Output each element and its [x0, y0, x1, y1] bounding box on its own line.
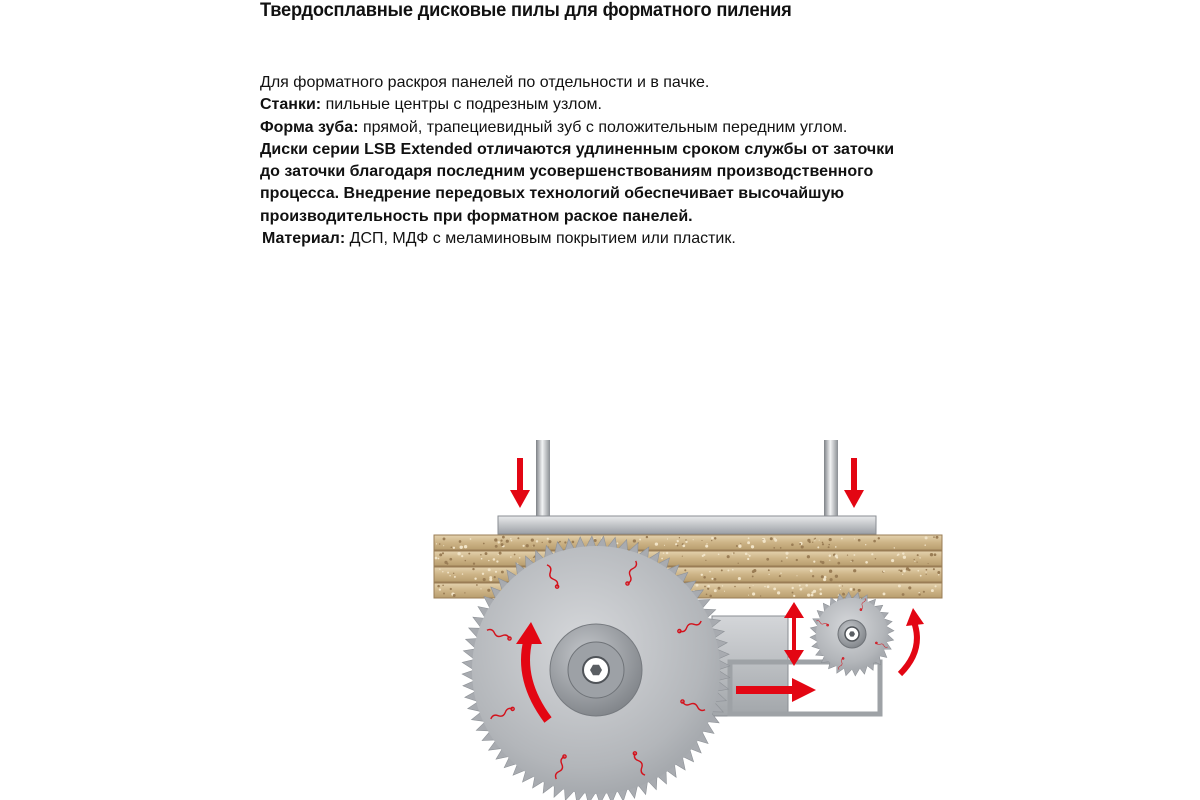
- chip-speckle: [768, 574, 769, 575]
- chip-speckle: [531, 538, 534, 541]
- material-text: ДСП, МДФ с меламиновым покрытием или пластик.: [345, 230, 736, 248]
- arrow-down-right-icon: [844, 458, 864, 508]
- chip-speckle: [679, 537, 680, 538]
- chip-speckle: [858, 589, 861, 592]
- chip-speckle: [718, 554, 720, 556]
- chip-speckle: [494, 576, 496, 578]
- chip-speckle: [706, 594, 708, 596]
- chip-speckle: [703, 554, 705, 556]
- chip-speckle: [480, 554, 482, 556]
- chip-speckle: [819, 592, 822, 595]
- chip-speckle: [749, 587, 751, 589]
- chip-speckle: [705, 545, 708, 548]
- rotation-arrow-small-icon: [900, 622, 917, 674]
- series-line-1: Диски серии LSB Extended отличаются удлиненным сроком службы от заточки: [260, 140, 895, 158]
- chip-speckle: [898, 584, 901, 587]
- chip-speckle: [829, 570, 832, 573]
- chip-speckle: [865, 561, 868, 564]
- chip-speckle: [933, 568, 935, 570]
- chip-speckle: [865, 544, 866, 545]
- chip-speckle: [442, 571, 443, 572]
- chip-speckle: [822, 543, 824, 545]
- chip-speckle: [747, 558, 749, 560]
- chip-speckle: [439, 568, 440, 569]
- chip-speckle: [933, 536, 935, 538]
- chip-speckle: [817, 546, 819, 548]
- chip-speckle: [489, 578, 492, 581]
- chip-speckle: [714, 578, 717, 581]
- chip-speckle: [707, 588, 709, 590]
- chip-speckle: [819, 540, 820, 541]
- chip-speckle: [851, 560, 853, 562]
- chip-speckle: [934, 553, 937, 556]
- chip-speckle: [835, 575, 838, 578]
- chip-speckle: [462, 546, 463, 547]
- chip-speckle: [766, 558, 769, 561]
- chip-speckle: [785, 552, 788, 555]
- chip-speckle: [655, 542, 658, 545]
- panel-board-1: [434, 535, 942, 550]
- chip-speckle: [682, 556, 683, 557]
- chip-speckle: [523, 545, 525, 547]
- chip-speckle: [465, 560, 466, 561]
- chip-speckle: [721, 569, 723, 571]
- chip-speckle: [542, 542, 543, 543]
- chip-speckle: [734, 586, 736, 588]
- machines-line: [260, 94, 960, 116]
- chip-speckle: [714, 537, 716, 539]
- chip-speckle: [753, 585, 754, 586]
- chip-speckle: [928, 563, 929, 564]
- chip-speckle: [498, 554, 499, 555]
- chip-speckle: [822, 542, 824, 544]
- chip-speckle: [564, 541, 566, 543]
- chip-speckle: [480, 588, 481, 589]
- panel-board-2: [434, 551, 942, 566]
- chip-speckle: [481, 558, 483, 560]
- saw-diagram: [400, 430, 960, 800]
- chip-speckle: [701, 574, 703, 576]
- chip-speckle: [436, 543, 437, 544]
- chip-speckle: [796, 575, 797, 576]
- chip-speckle: [840, 589, 841, 590]
- chip-speckle: [536, 540, 538, 542]
- chip-speckle: [594, 538, 595, 539]
- chip-speckle: [435, 557, 438, 560]
- chip-speckle: [736, 545, 738, 547]
- chip-speckle: [854, 538, 855, 539]
- chip-speckle: [823, 578, 826, 581]
- chip-speckle: [898, 569, 900, 571]
- chip-speckle: [482, 573, 484, 575]
- chip-speckle: [493, 558, 496, 561]
- chip-speckle: [799, 585, 801, 587]
- chip-speckle: [805, 584, 808, 587]
- chip-speckle: [453, 573, 454, 574]
- chip-speckle: [718, 587, 721, 590]
- chip-speckle: [711, 578, 713, 580]
- chip-speckle: [926, 574, 927, 575]
- chip-speckle: [442, 585, 444, 587]
- chip-speckle: [751, 545, 754, 548]
- chip-speckle: [711, 537, 714, 540]
- chip-speckle: [661, 558, 663, 560]
- chip-speckle: [914, 559, 915, 560]
- chip-speckle: [796, 559, 798, 561]
- chip-speckle: [900, 570, 902, 572]
- chip-speckle: [809, 541, 811, 543]
- chip-speckle: [918, 592, 919, 593]
- chip-speckle: [703, 576, 706, 579]
- chip-speckle: [704, 586, 706, 588]
- chip-speckle: [439, 588, 441, 590]
- chip-speckle: [459, 540, 462, 543]
- chip-speckle: [495, 571, 497, 573]
- chip-speckle: [792, 592, 794, 594]
- chip-speckle: [894, 547, 895, 548]
- chip-speckle: [807, 555, 810, 558]
- chip-speckle: [685, 541, 687, 543]
- intro-line: Для форматного раскроя панелей по отдельности и в пачке.: [260, 74, 710, 91]
- chip-speckle: [443, 537, 446, 540]
- chip-speckle: [685, 539, 686, 540]
- chip-speckle: [439, 543, 441, 545]
- chip-speckle: [722, 585, 723, 586]
- chip-speckle: [830, 578, 833, 581]
- chip-speckle: [780, 573, 781, 574]
- chip-speckle: [903, 556, 906, 559]
- chip-speckle: [748, 554, 749, 555]
- chip-speckle: [812, 542, 813, 543]
- chip-speckle: [853, 569, 856, 572]
- chip-speckle: [501, 571, 504, 574]
- chip-speckle: [450, 588, 452, 590]
- chip-speckle: [547, 538, 549, 540]
- chip-speckle: [707, 585, 710, 588]
- chip-speckle: [727, 569, 729, 571]
- chip-speckle: [773, 547, 775, 549]
- chip-speckle: [487, 589, 490, 592]
- chip-speckle: [500, 539, 502, 541]
- chip-speckle: [926, 569, 928, 571]
- chip-speckle: [572, 541, 575, 544]
- chip-speckle: [936, 536, 939, 539]
- chip-speckle: [714, 589, 717, 592]
- chip-speckle: [438, 558, 440, 560]
- chip-speckle: [709, 595, 712, 598]
- chip-speckle: [510, 556, 512, 558]
- chip-speckle: [937, 571, 940, 574]
- chip-speckle: [914, 561, 915, 562]
- chip-speckle: [770, 537, 773, 540]
- chip-speckle: [511, 540, 513, 542]
- chip-speckle: [745, 553, 747, 555]
- chip-speckle: [666, 552, 668, 554]
- chip-speckle: [767, 585, 770, 588]
- chip-speckle: [935, 585, 937, 587]
- chip-speckle: [696, 584, 699, 587]
- chip-speckle: [733, 552, 735, 554]
- chip-speckle: [837, 562, 840, 565]
- chip-speckle: [851, 561, 852, 562]
- chip-speckle: [902, 574, 903, 575]
- chip-speckle: [749, 555, 751, 557]
- chip-speckle: [449, 558, 452, 561]
- chip-speckle: [768, 569, 770, 571]
- chip-speckle: [878, 537, 880, 539]
- chip-speckle: [873, 540, 876, 543]
- chip-speckle: [464, 545, 467, 548]
- chip-speckle: [494, 538, 497, 541]
- chip-speckle: [705, 560, 706, 561]
- chip-speckle: [902, 593, 905, 596]
- chip-speckle: [774, 539, 777, 542]
- chip-speckle: [897, 553, 899, 555]
- chip-speckle: [931, 589, 934, 592]
- chip-speckle: [437, 585, 440, 588]
- chip-speckle: [693, 539, 694, 540]
- chip-speckle: [724, 591, 725, 592]
- series-line-3: процесса. Внедрение передовых технологий обеспечивает высочайшую: [260, 185, 844, 203]
- chip-speckle: [738, 563, 739, 564]
- chip-speckle: [677, 540, 679, 542]
- chip-speckle: [747, 541, 750, 544]
- chip-speckle: [483, 578, 486, 581]
- chip-speckle: [811, 591, 813, 593]
- chip-speckle: [510, 538, 512, 540]
- chip-speckle: [883, 570, 885, 572]
- chip-speckle: [727, 555, 730, 558]
- chip-speckle: [474, 577, 476, 579]
- tooth-text: прямой, трапециевидный зуб с положительным передним углом.: [358, 118, 848, 136]
- chip-speckle: [454, 576, 456, 578]
- chip-speckle: [451, 547, 453, 549]
- chip-speckle: [533, 544, 535, 546]
- chip-speckle: [800, 588, 803, 591]
- chip-speckle: [732, 553, 733, 554]
- chip-speckle: [752, 575, 754, 577]
- chip-speckle: [814, 539, 815, 540]
- chip-speckle: [807, 593, 810, 596]
- chip-speckle: [814, 540, 815, 541]
- chip-speckle: [496, 560, 498, 562]
- chip-speckle: [819, 588, 821, 590]
- pressure-plate: [498, 516, 876, 534]
- chip-speckle: [442, 552, 444, 554]
- chip-speckle: [548, 540, 551, 543]
- chip-speckle: [748, 595, 749, 596]
- chip-speckle: [917, 554, 919, 556]
- chip-speckle: [706, 543, 707, 544]
- chip-speckle: [903, 570, 906, 573]
- chip-speckle: [792, 587, 794, 589]
- chip-speckle: [829, 538, 832, 541]
- chip-speckle: [709, 571, 711, 573]
- chip-speckle: [533, 557, 534, 558]
- chip-speckle: [701, 540, 702, 541]
- chip-speckle: [781, 560, 783, 562]
- chip-speckle: [938, 574, 939, 575]
- chip-speckle: [439, 553, 442, 556]
- chip-speckle: [918, 593, 920, 595]
- chip-speckle: [462, 573, 463, 574]
- chip-speckle: [925, 571, 926, 572]
- chip-speckle: [841, 538, 843, 540]
- chip-speckle: [468, 553, 470, 555]
- chip-speckle: [453, 594, 456, 597]
- chip-speckle: [499, 552, 502, 555]
- chip-speckle: [919, 557, 920, 558]
- chip-speckle: [498, 541, 500, 543]
- chip-speckle: [740, 543, 741, 544]
- chip-speckle: [488, 560, 489, 561]
- chip-speckle: [799, 543, 801, 545]
- chip-speckle: [930, 553, 933, 556]
- chip-speckle: [633, 539, 636, 542]
- chip-speckle: [446, 563, 448, 565]
- chip-speckle: [786, 557, 788, 559]
- chip-speckle: [920, 575, 922, 577]
- chip-speckle: [752, 592, 755, 595]
- chip-speckle: [667, 538, 668, 539]
- chip-speckle: [519, 557, 521, 559]
- chip-speckle: [925, 536, 928, 539]
- chip-speckle: [732, 569, 734, 571]
- chip-speckle: [738, 545, 741, 548]
- chip-speckle: [495, 545, 498, 548]
- chip-speckle: [470, 538, 472, 540]
- chip-speckle: [828, 546, 830, 548]
- chip-speckle: [810, 570, 813, 573]
- chip-speckle: [748, 537, 750, 539]
- chip-speckle: [853, 588, 856, 591]
- chip-speckle: [924, 544, 926, 546]
- chip-speckle: [801, 545, 804, 548]
- chip-speckle: [813, 561, 815, 563]
- material-line: [260, 228, 960, 250]
- chip-speckle: [473, 563, 475, 565]
- chip-speckle: [526, 544, 529, 547]
- chip-speckle: [917, 562, 918, 563]
- chip-speckle: [517, 537, 519, 539]
- chip-speckle: [684, 569, 686, 571]
- arrow-down-icon: [510, 458, 530, 508]
- chip-speckle: [779, 575, 781, 577]
- chip-speckle: [764, 586, 766, 588]
- chip-speckle: [777, 591, 780, 594]
- tooth-label: Форма зуба:: [260, 118, 359, 136]
- chip-speckle: [791, 543, 794, 546]
- chip-speckle: [923, 591, 925, 593]
- chip-speckle: [682, 544, 685, 547]
- chip-speckle: [821, 575, 824, 578]
- chip-speckle: [506, 540, 509, 543]
- chip-speckle: [449, 575, 450, 576]
- chip-speckle: [842, 585, 843, 586]
- chip-speckle: [488, 568, 491, 571]
- chip-speckle: [677, 545, 679, 547]
- chip-speckle: [780, 547, 782, 549]
- chip-speckle: [835, 546, 837, 548]
- chip-speckle: [839, 585, 841, 587]
- tooth-line: [260, 117, 960, 139]
- description-block: [260, 72, 960, 250]
- chip-speckle: [773, 588, 776, 591]
- chip-speckle: [891, 559, 894, 562]
- chip-speckle: [871, 553, 873, 555]
- chip-speckle: [501, 543, 504, 546]
- chip-speckle: [760, 595, 761, 596]
- chip-speckle: [858, 539, 861, 542]
- chip-speckle: [472, 568, 474, 570]
- chip-speckle: [847, 555, 848, 556]
- machines-text: пильные центры с подрезным узлом.: [321, 96, 602, 114]
- chip-speckle: [594, 539, 597, 542]
- chip-speckle: [811, 594, 814, 597]
- chip-speckle: [875, 558, 877, 560]
- chip-speckle: [502, 536, 505, 539]
- chip-speckle: [453, 547, 455, 549]
- chip-speckle: [738, 577, 741, 580]
- chip-speckle: [711, 540, 712, 541]
- chip-speckle: [663, 552, 664, 553]
- chip-speckle: [902, 552, 904, 554]
- clamp-post-right: [824, 440, 838, 520]
- chip-speckle: [821, 561, 824, 564]
- chip-speckle: [824, 576, 827, 579]
- chip-speckle: [483, 543, 485, 545]
- clamp-post-left: [536, 440, 550, 520]
- chip-speckle: [906, 567, 909, 570]
- chip-speckle: [763, 540, 766, 543]
- chip-speckle: [447, 572, 449, 574]
- chip-speckle: [853, 554, 855, 556]
- chip-speckle: [639, 539, 641, 541]
- chip-speckle: [812, 575, 814, 577]
- chip-speckle: [917, 570, 919, 572]
- chip-speckle: [461, 555, 463, 557]
- material-label: Материал:: [262, 230, 346, 248]
- series-line-4: производительность при форматном раское панелей.: [260, 207, 693, 225]
- chip-speckle: [443, 593, 445, 595]
- chip-speckle: [646, 536, 648, 538]
- chip-speckle: [485, 552, 488, 555]
- chip-speckle: [829, 560, 830, 561]
- chip-speckle: [850, 588, 853, 591]
- series-line-2: до заточки благодаря последним усовершенствованиям производственного: [260, 163, 874, 181]
- chip-speckle: [664, 545, 665, 546]
- chip-speckle: [883, 592, 886, 595]
- chip-speckle: [842, 593, 845, 596]
- chip-speckle: [752, 570, 755, 573]
- page-title: Твердосплавные дисковые пилы для форматного пиления: [260, 0, 792, 21]
- chip-speckle: [908, 586, 911, 589]
- chip-speckle: [828, 544, 829, 545]
- rotation-arrow-small-head: [906, 608, 924, 626]
- chip-speckle: [829, 555, 831, 557]
- chip-speckle: [793, 595, 795, 597]
- chip-speckle: [464, 592, 465, 593]
- machines-label: Станки:: [260, 96, 322, 114]
- chip-speckle: [559, 541, 561, 543]
- chip-speckle: [514, 554, 516, 556]
- chip-speckle: [476, 584, 478, 586]
- chip-speckle: [457, 552, 460, 555]
- chip-speckle: [443, 545, 444, 546]
- chip-speckle: [836, 557, 838, 559]
- chip-speckle: [802, 588, 803, 589]
